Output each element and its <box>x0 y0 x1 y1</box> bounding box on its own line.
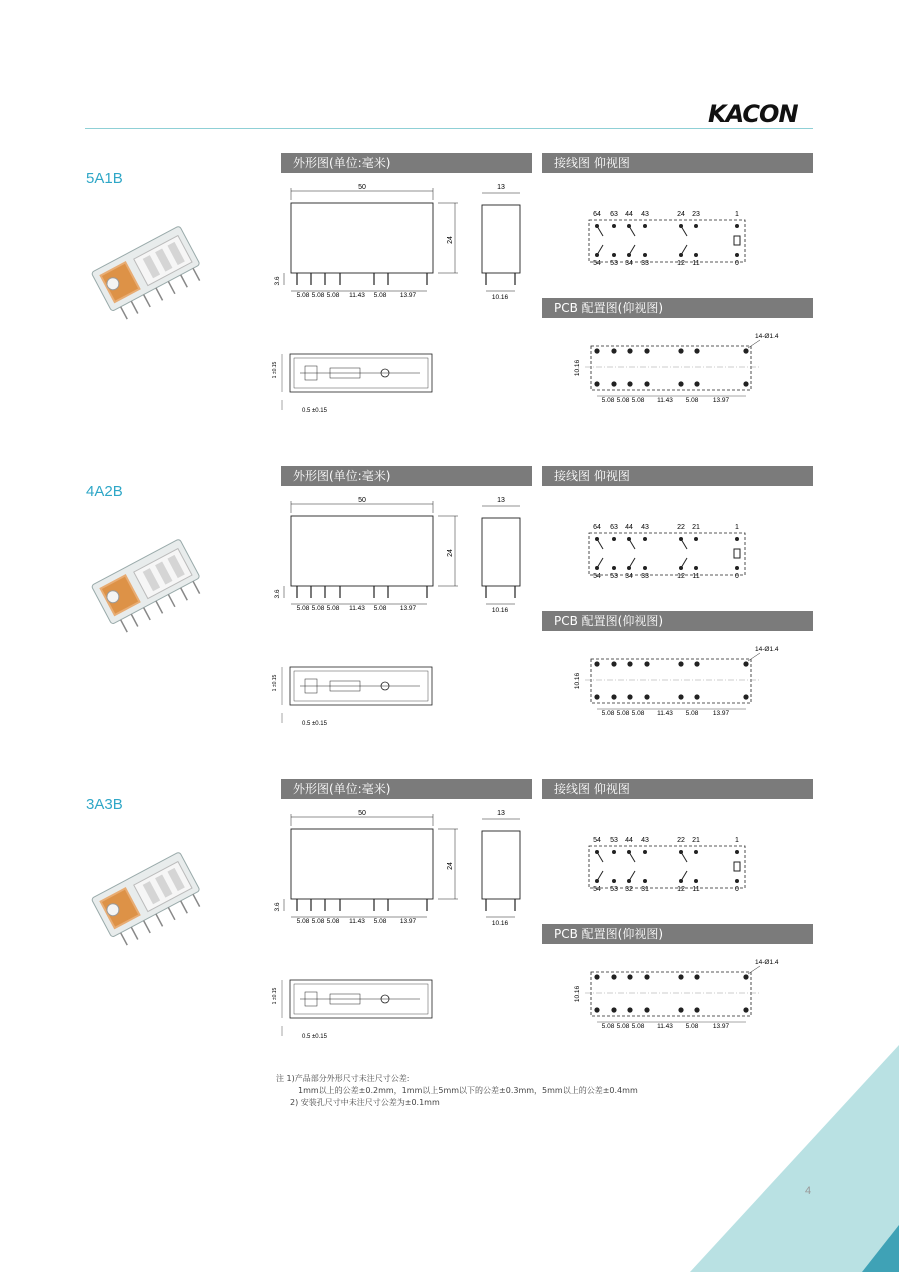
dim-width: 13 <box>497 810 505 817</box>
dim-segment: 5.08 <box>296 605 310 612</box>
wiring-pin-bottom: 54 <box>593 886 601 893</box>
dim-segment: 5.08 <box>311 918 325 925</box>
dim-pin-length: 3.6 <box>274 902 281 912</box>
outline-header: 外形图(单位:毫米) <box>281 153 532 173</box>
dim-segment: 5.08 <box>326 292 340 299</box>
wiring-pin-top: 1 <box>735 211 739 218</box>
pcb-dim-segment: 13.97 <box>712 710 730 717</box>
wiring-pin-bottom: 12 <box>677 260 685 267</box>
model-label: 4A2B <box>86 483 123 500</box>
wiring-pin-top: 22 <box>677 524 685 531</box>
wiring-pin-top: 43 <box>641 211 649 218</box>
dim-side-bottom: 0.5 ±0.15 <box>302 1034 327 1040</box>
wiring-pin-bottom: 11 <box>692 260 700 267</box>
outline-side-view <box>482 193 520 291</box>
dim-height: 24 <box>447 236 454 244</box>
dim-side-thickness: 1 ±0.15 <box>272 987 278 1005</box>
dim-base: 10.16 <box>491 920 509 927</box>
wiring-pin-bottom: 53 <box>610 260 618 267</box>
pcb-dim-segment: 5.08 <box>631 397 645 404</box>
pcb-dim-segment: 5.08 <box>685 1023 699 1030</box>
wiring-pin-bottom: 11 <box>692 573 700 580</box>
outline-front-view <box>284 814 458 917</box>
pcb-height: 10.16 <box>574 985 581 1003</box>
wiring-pin-top: 63 <box>610 524 618 531</box>
pcb-dim-segment: 5.08 <box>685 397 699 404</box>
pcb-height: 10.16 <box>574 359 581 377</box>
pcb-dim-segment: 5.08 <box>631 1023 645 1030</box>
pcb-dim-segment: 5.08 <box>616 710 630 717</box>
dim-segment: 5.08 <box>373 292 387 299</box>
model-label: 3A3B <box>86 796 123 813</box>
dim-length: 50 <box>358 810 366 817</box>
dim-segment: 13.97 <box>399 918 417 925</box>
wiring-pin-bottom: 33 <box>641 573 649 580</box>
dim-segment: 11.43 <box>349 292 365 299</box>
dim-segment: 5.08 <box>296 292 310 299</box>
wiring-pin-top: 44 <box>625 837 633 844</box>
wiring-pin-bottom: 54 <box>593 573 601 580</box>
dim-segment: 13.97 <box>399 292 417 299</box>
wiring-pin-top: 43 <box>641 837 649 844</box>
wiring-pin-top: 1 <box>735 837 739 844</box>
wiring-pin-bottom: 53 <box>610 886 618 893</box>
wiring-pin-top: 44 <box>625 211 633 218</box>
wiring-pin-bottom: 0 <box>735 260 739 267</box>
outline-side-view <box>482 819 520 917</box>
wiring-pin-top: 64 <box>593 524 601 531</box>
pcb-dim-segment: 5.08 <box>601 710 615 717</box>
wiring-pin-top: 43 <box>641 524 649 531</box>
wiring-pin-top: 54 <box>593 837 601 844</box>
dim-segment: 5.08 <box>296 918 310 925</box>
wiring-header: 接线图 仰视图 <box>542 153 813 173</box>
pcb-header: PCB 配置图(仰视图) <box>542 298 813 318</box>
dim-segment: 5.08 <box>311 605 325 612</box>
pcb-header: PCB 配置图(仰视图) <box>542 611 813 631</box>
wiring-pin-bottom: 0 <box>735 573 739 580</box>
wiring-pin-top: 23 <box>692 211 700 218</box>
wiring-pin-bottom: 34 <box>625 260 633 267</box>
wiring-pin-top: 21 <box>692 837 700 844</box>
wiring-pin-bottom: 12 <box>677 573 685 580</box>
outline-front-view <box>284 501 458 604</box>
notes-block <box>276 1073 638 1109</box>
wiring-header: 接线图 仰视图 <box>542 779 813 799</box>
dim-base: 10.16 <box>491 607 509 614</box>
pcb-dim-segment: 5.08 <box>601 1023 615 1030</box>
wiring-pin-bottom: 0 <box>735 886 739 893</box>
relay-section <box>0 0 899 414</box>
wiring-pin-top: 53 <box>610 837 618 844</box>
dim-segment: 5.08 <box>373 605 387 612</box>
dim-width: 13 <box>497 184 505 191</box>
note-line-2: 1mm以上的公差±0.2mm，1mm以上5mm以下的公差±0.3mm，5mm以上的公差±0.4mm <box>298 1086 638 1095</box>
dim-side-thickness: 1 ±0.15 <box>272 361 278 379</box>
dim-side-bottom: 0.5 ±0.15 <box>302 408 327 414</box>
dim-segment: 5.08 <box>326 918 340 925</box>
dim-segment: 13.97 <box>399 605 417 612</box>
outline-header: 外形图(单位:毫米) <box>281 466 532 486</box>
dim-height: 24 <box>447 862 454 870</box>
wiring-contacts <box>597 539 740 568</box>
page-number: 4 <box>805 1185 812 1197</box>
pcb-dim-segment: 11.43 <box>657 710 673 717</box>
pcb-hole-spec: 14-Ø1.4 <box>755 959 779 966</box>
relay-section <box>0 313 899 727</box>
wiring-pin-top: 22 <box>677 837 685 844</box>
outline-front-view <box>284 188 458 291</box>
pcb-height: 10.16 <box>574 672 581 690</box>
pcb-dim-segment: 5.08 <box>601 397 615 404</box>
pcb-hole-spec: 14-Ø1.4 <box>755 646 779 653</box>
wiring-pin-top: 24 <box>677 211 685 218</box>
pcb-dim-segment: 11.43 <box>657 1023 673 1030</box>
pcb-hole-spec: 14-Ø1.4 <box>755 333 779 340</box>
wiring-pin-top: 21 <box>692 524 700 531</box>
relay-section <box>0 626 899 1040</box>
dim-segment: 11.43 <box>349 918 365 925</box>
wiring-pin-bottom: 32 <box>625 886 633 893</box>
wiring-pin-bottom: 53 <box>610 573 618 580</box>
pcb-dim-segment: 5.08 <box>616 1023 630 1030</box>
dim-side-thickness: 1 ±0.15 <box>272 674 278 692</box>
dim-segment: 5.08 <box>311 292 325 299</box>
wiring-pin-bottom: 33 <box>641 260 649 267</box>
wiring-pin-bottom: 31 <box>641 886 649 893</box>
kacon-logo: KACON <box>708 100 798 128</box>
wiring-pin-bottom: 54 <box>593 260 601 267</box>
pcb-dim-segment: 11.43 <box>657 397 673 404</box>
wiring-header: 接线图 仰视图 <box>542 466 813 486</box>
note-line-3: 2) 安装孔尺寸中未注尺寸公差为±0.1mm <box>290 1098 440 1107</box>
wiring-pin-bottom: 34 <box>625 573 633 580</box>
wiring-pin-bottom: 12 <box>677 886 685 893</box>
pcb-dim-segment: 13.97 <box>712 397 730 404</box>
dim-pin-length: 3.6 <box>274 589 281 599</box>
dim-length: 50 <box>358 497 366 504</box>
wiring-contacts <box>597 852 740 881</box>
dim-segment: 5.08 <box>326 605 340 612</box>
dim-side-bottom: 0.5 ±0.15 <box>302 721 327 727</box>
dim-height: 24 <box>447 549 454 557</box>
dim-base: 10.16 <box>491 294 509 301</box>
outline-header: 外形图(单位:毫米) <box>281 779 532 799</box>
wiring-pin-bottom: 11 <box>692 886 700 893</box>
wiring-contacts <box>597 226 740 255</box>
dim-pin-length: 3.6 <box>274 276 281 286</box>
pcb-dim-segment: 13.97 <box>712 1023 730 1030</box>
wiring-pin-top: 63 <box>610 211 618 218</box>
wiring-pin-top: 44 <box>625 524 633 531</box>
pcb-dim-segment: 5.08 <box>685 710 699 717</box>
dim-segment: 11.43 <box>349 605 365 612</box>
model-label: 5A1B <box>86 170 123 187</box>
pcb-dim-segment: 5.08 <box>631 710 645 717</box>
dim-length: 50 <box>358 184 366 191</box>
wiring-pin-top: 1 <box>735 524 739 531</box>
dim-width: 13 <box>497 497 505 504</box>
pcb-header: PCB 配置图(仰视图) <box>542 924 813 944</box>
dim-segment: 5.08 <box>373 918 387 925</box>
note-line-1: 注 1)产品部分外形尺寸未注尺寸公差: <box>276 1074 410 1083</box>
wiring-pin-top: 64 <box>593 211 601 218</box>
outline-side-view <box>482 506 520 604</box>
pcb-dim-segment: 5.08 <box>616 397 630 404</box>
